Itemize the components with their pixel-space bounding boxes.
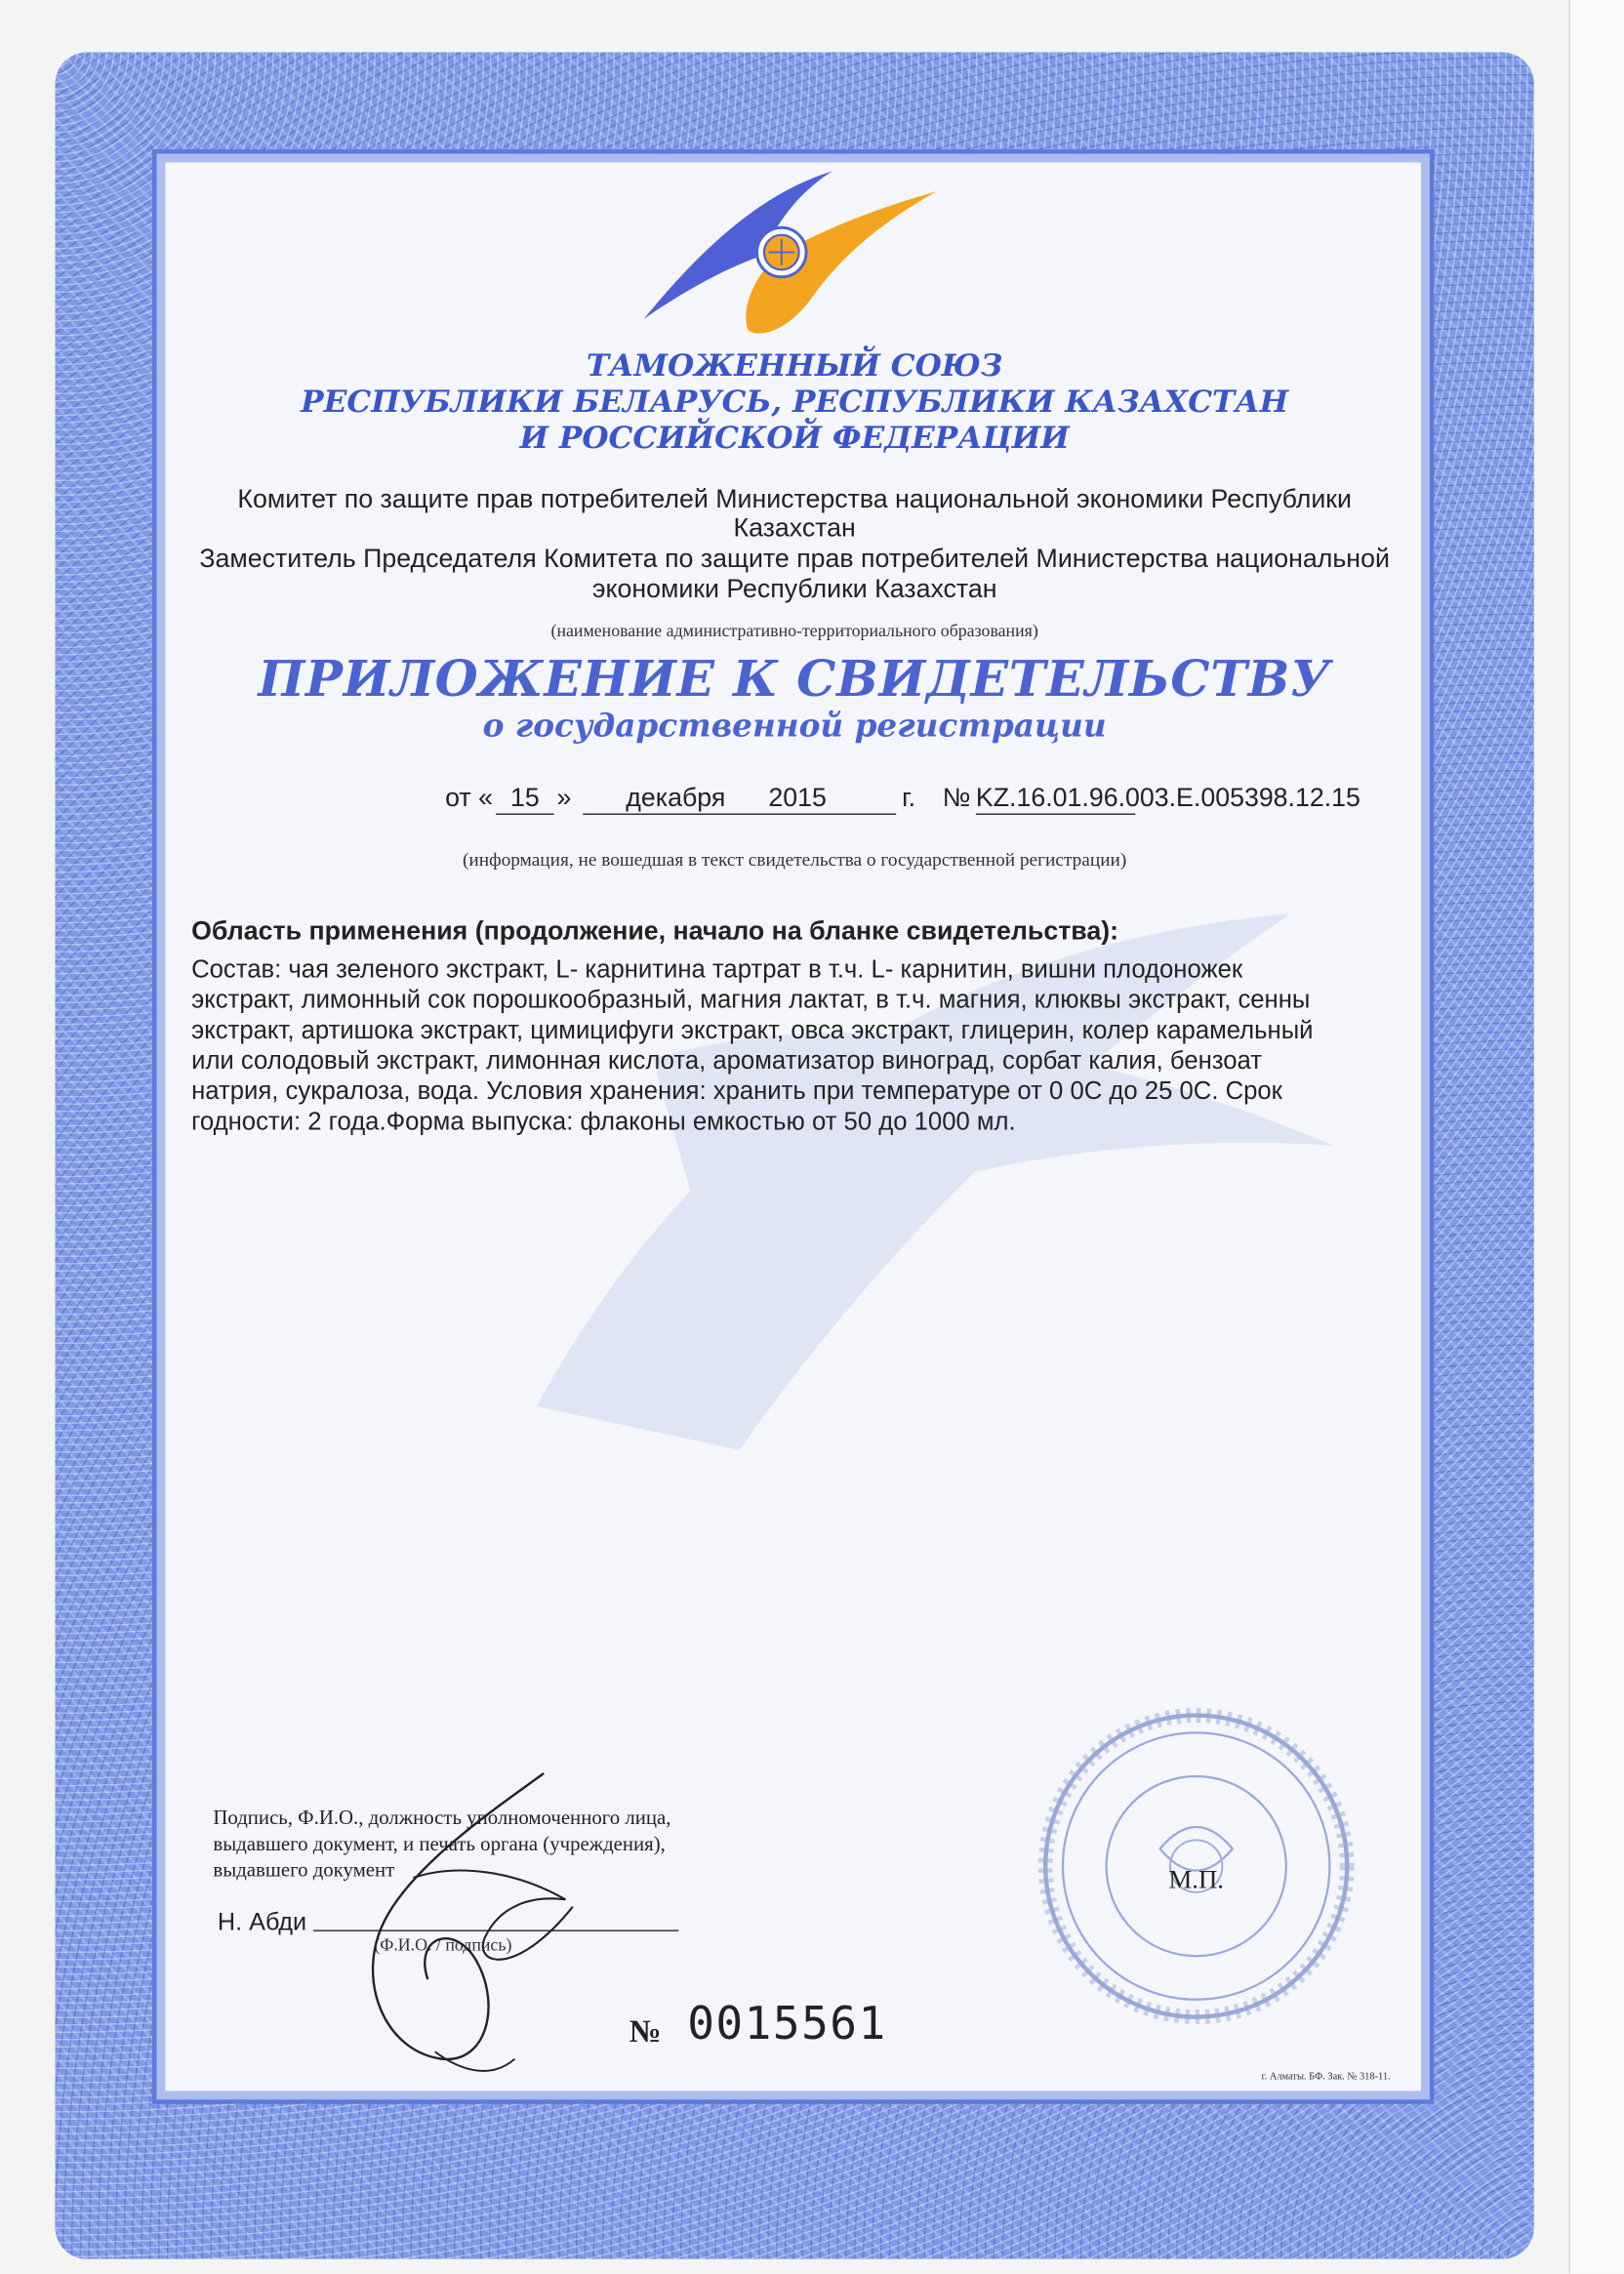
authority-line-4: экономики Республики Казахстан [591,574,997,604]
signer-name: Н. Абди [217,1908,307,1936]
number-sign: № [942,783,971,812]
section-heading: Область применения (продолжение, начало на бланке свидетельства): [191,915,1119,946]
issue-day: 15 [496,783,553,815]
form-serial-number: 0015561 [687,1998,887,2051]
document-title: ПРИЛОЖЕНИЕ К СВИДЕТЕЛЬСТВУ [258,651,1331,710]
composition-text: Состав: чая зеленого экстракт, L- карнитина тартрат в т.ч. L- карнитин, вишни плодоножек экстракт, лимонный сок порошкообразный, магния лактат, в т.ч. магния, клюквы экстракт, сенны экстракт, артишока экстракт, цимицифуги экстракт, овса экстракт, глицерин, колер карамельный или солодовый экстракт, лимонная кислота, ароматизатор виноград, сорбат калия, бензоат натрия, сукралоза, вода. Условия хранения: хранить при температуре от 0 0С до 25 0С. Срок годности: 2 года.Форма выпуска: флаконы емкостью от 50 до 1000 мл. [191,954,1314,1136]
authority-line-3: Заместитель Председателя Комитета по защите прав потребителей Министерства национальной [199,544,1390,573]
signature-caption: Подпись, Ф.И.О., должность уполномоченного лица, выдавшего документ, и печать органа (учреждения), выдавшего документ [213,1807,671,1883]
authority-caption: (наименование административно-территориального образования) [550,620,1038,641]
union-title-line-3: И РОССИЙСКОЙ ФЕДЕРАЦИИ [519,419,1070,456]
issue-caption: (информация, не вошедшая в текст свидетельства о государственной регистрации) [462,848,1127,871]
union-title-line-2: РЕСПУБЛИКИ БЕЛАРУСЬ, РЕСПУБЛИКИ КАЗАХСТАН [301,383,1289,420]
union-title-line-1: ТАМОЖЕННЫЙ СОЮЗ [586,346,1003,384]
paper-edge [1569,0,1624,2274]
authority-line-2: Казахстан [733,512,856,543]
authority-line-1: Комитет по защите прав потребителей Министерства национальной экономики Республики [237,484,1352,513]
seal-label: М.П. [1168,1864,1224,1894]
year-suffix: г. [902,783,916,812]
printer-note: г. Алматы. БФ. Зак. № 318-11. [1261,2070,1391,2083]
signature-subcaption: (Ф.И.О. / подпись) [374,1933,512,1955]
issue-date-row [174,783,1436,821]
document-subtitle: о государственной регистрации [482,708,1107,746]
date-close-quote: » [556,783,572,812]
issue-month: декабря [583,783,768,815]
form-number-sign: № [629,2012,662,2050]
handwritten-signature [326,1762,601,2088]
issue-year: 2015 [768,783,896,815]
date-prefix: от « [445,783,493,812]
registration-number: KZ.16.01.96.003.E.005398.12.15 [976,783,1135,815]
customs-union-logo [638,168,943,339]
